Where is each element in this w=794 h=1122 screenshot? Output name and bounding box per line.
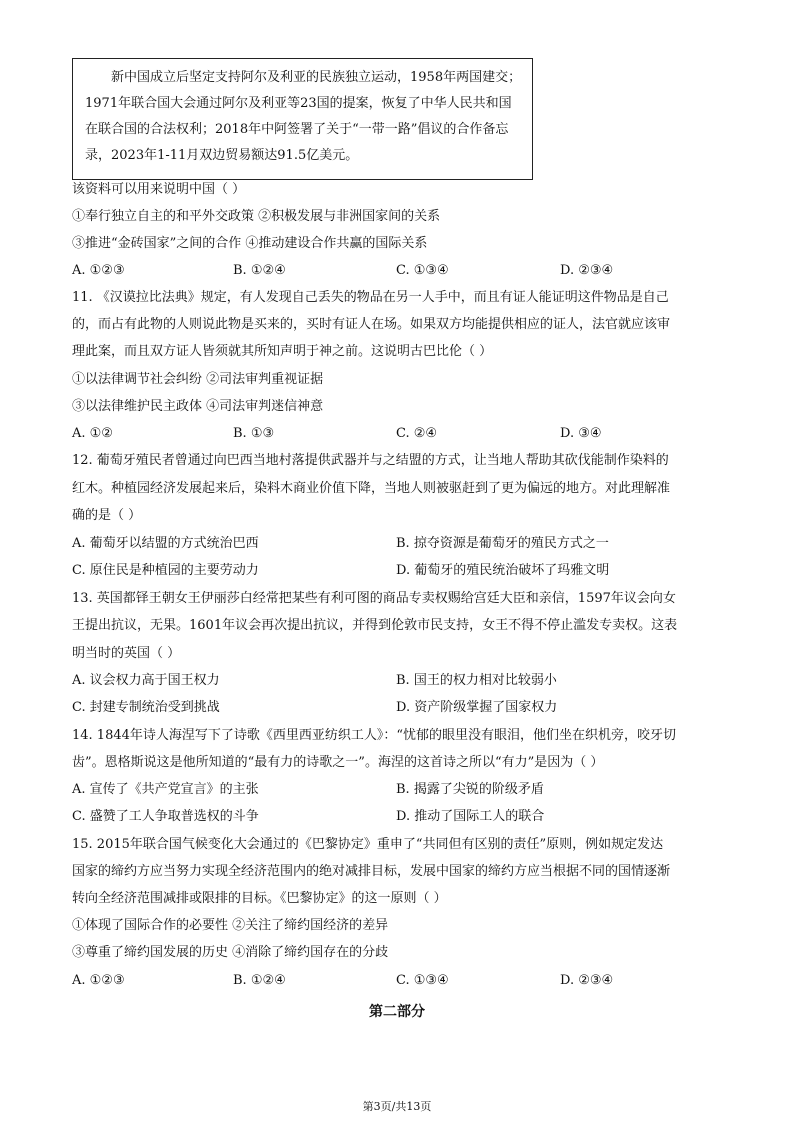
- material-box: [72, 58, 533, 180]
- q13-option-c: C. 封建专制统治受到挑战: [72, 700, 220, 715]
- q15-option-a: A. ①②③: [72, 973, 125, 988]
- q15-line-1: 15. 2015年联合国气候变化大会通过的《巴黎协定》重申了“共同但有区别的责任”原则，例如规定发达: [72, 837, 664, 852]
- q12-line-3: 确的是（ ）: [72, 508, 142, 523]
- q11-option-a: A. ①②: [72, 426, 113, 441]
- material-text: 新中国成立后坚定支持阿尔及利亚的民族独立运动，1958年两国建交；1971年联合国大会通过阿尔及利亚等23国的提案，恢复了中华人民共和国在联合国的合法权利；2018年中阿签署了关于“一带一路”倡议的合作备忘录，2023年1-11月双边贸易额达91.5亿美元。: [85, 70, 522, 163]
- q13-option-d: D. 资产阶级掌握了国家权力: [396, 700, 558, 715]
- q11-line-2: 的，而占有此物的人则说此物是买来的，买时有证人在场。如果双方均能提供相应的证人，法官就应该审: [72, 317, 671, 332]
- q10-option-a: A. ①②③: [72, 263, 125, 278]
- section-title: 第二部分: [369, 1004, 425, 1020]
- q11-item-row-2: ③以法律维护民主政体 ④司法审判迷信神意: [72, 399, 324, 414]
- page-footer: 第3页/共13页: [362, 1100, 432, 1113]
- q10-option-c: C. ①③④: [396, 263, 449, 278]
- q12-option-d: D. 葡萄牙的殖民统治破坏了玛雅文明: [396, 563, 610, 578]
- q13-line-3: 明当时的英国（ ）: [72, 646, 181, 661]
- q13-line-2: 王提出抗议，无果。1601年议会再次提出抗议，并得到伦敦市民支持，女王不得不停止滥发专卖权。这表: [72, 618, 678, 633]
- q11-line-1: 11. 《汉谟拉比法典》规定，有人发现自己丢失的物品在另一人手中，而且有证人能证明这件物品是自己: [72, 290, 669, 305]
- q15-option-b: B. ①②④: [233, 973, 286, 988]
- q14-line-2: 齿”。恩格斯说这是他所知道的“最有力的诗歌之一”。海涅的这首诗之所以“有力”是因为（ ）: [72, 755, 604, 770]
- q12-option-b: B. 掠夺资源是葡萄牙的殖民方式之一: [396, 536, 609, 551]
- q14-option-c: C. 盛赞了工人争取普选权的斗争: [72, 809, 259, 824]
- q11-option-c: C. ②④: [396, 426, 438, 441]
- q11-line-3: 理此案，而且双方证人皆须就其所知声明于神之前。这说明古巴比伦（ ）: [72, 344, 493, 359]
- q15-option-d: D. ②③④: [560, 973, 614, 988]
- q10-stem: 该资料可以用来说明中国（ ）: [72, 182, 246, 197]
- q15-item-row-1: ①体现了国际合作的必要性 ②关注了缔约国经济的差异: [72, 918, 389, 933]
- q11-option-b: B. ①③: [233, 426, 275, 441]
- q14-option-d: D. 推动了国际工人的联合: [396, 809, 545, 824]
- q14-option-b: B. 揭露了尖锐的阶级矛盾: [396, 782, 544, 797]
- q10-item-row-1: ①奉行独立自主的和平外交政策 ②积极发展与非洲国家间的关系: [72, 209, 441, 224]
- q10-option-b: B. ①②④: [233, 263, 286, 278]
- q15-line-3: 转向全经济范围减排或限排的目标。《巴黎协定》的这一原则（ ）: [72, 891, 447, 906]
- q14-line-1: 14. 1844年诗人海涅写下了诗歌《西里西亚纺织工人》：“忧郁的眼里没有眼泪，他们坐在织机旁，咬牙切: [72, 728, 677, 743]
- q12-line-1: 12. 葡萄牙殖民者曾通过向巴西当地村落提供武器并与之结盟的方式，让当地人帮助其砍伐能制作染料的: [72, 453, 669, 468]
- q12-option-c: C. 原住民是种植园的主要劳动力: [72, 563, 259, 578]
- q10-item-row-2: ③推进“金砖国家”之间的合作 ④推动建设合作共赢的国际关系: [72, 236, 428, 251]
- q11-item-row-1: ①以法律调节社会纠纷 ②司法审判重视证据: [72, 372, 324, 387]
- q12-line-2: 红木。种植园经济发展起来后，染料木商业价值下降，当地人则被驱赶到了更为偏远的地方。对此理解准: [72, 481, 671, 496]
- q15-line-2: 国家的缔约方应当努力实现全经济范围内的绝对减排目标，发展中国家的缔约方应当根据不同的国情逐渐: [72, 864, 671, 879]
- q14-option-a: A. 宣传了《共产党宣言》的主张: [72, 782, 259, 797]
- q11-option-d: D. ③④: [560, 426, 602, 441]
- q13-option-b: B. 国王的权力相对比较弱小: [396, 673, 557, 688]
- q12-option-a: A. 葡萄牙以结盟的方式统治巴西: [72, 536, 259, 551]
- q13-option-a: A. 议会权力高于国王权力: [72, 673, 220, 688]
- q15-option-c: C. ①③④: [396, 973, 449, 988]
- q13-line-1: 13. 英国都铎王朝女王伊丽莎白经常把某些有利可图的商品专卖权赐给宫廷大臣和亲信，1597年议会向女: [72, 591, 676, 606]
- q15-item-row-2: ③尊重了缔约国发展的历史 ④消除了缔约国存在的分歧: [72, 945, 389, 960]
- q10-option-d: D. ②③④: [560, 263, 614, 278]
